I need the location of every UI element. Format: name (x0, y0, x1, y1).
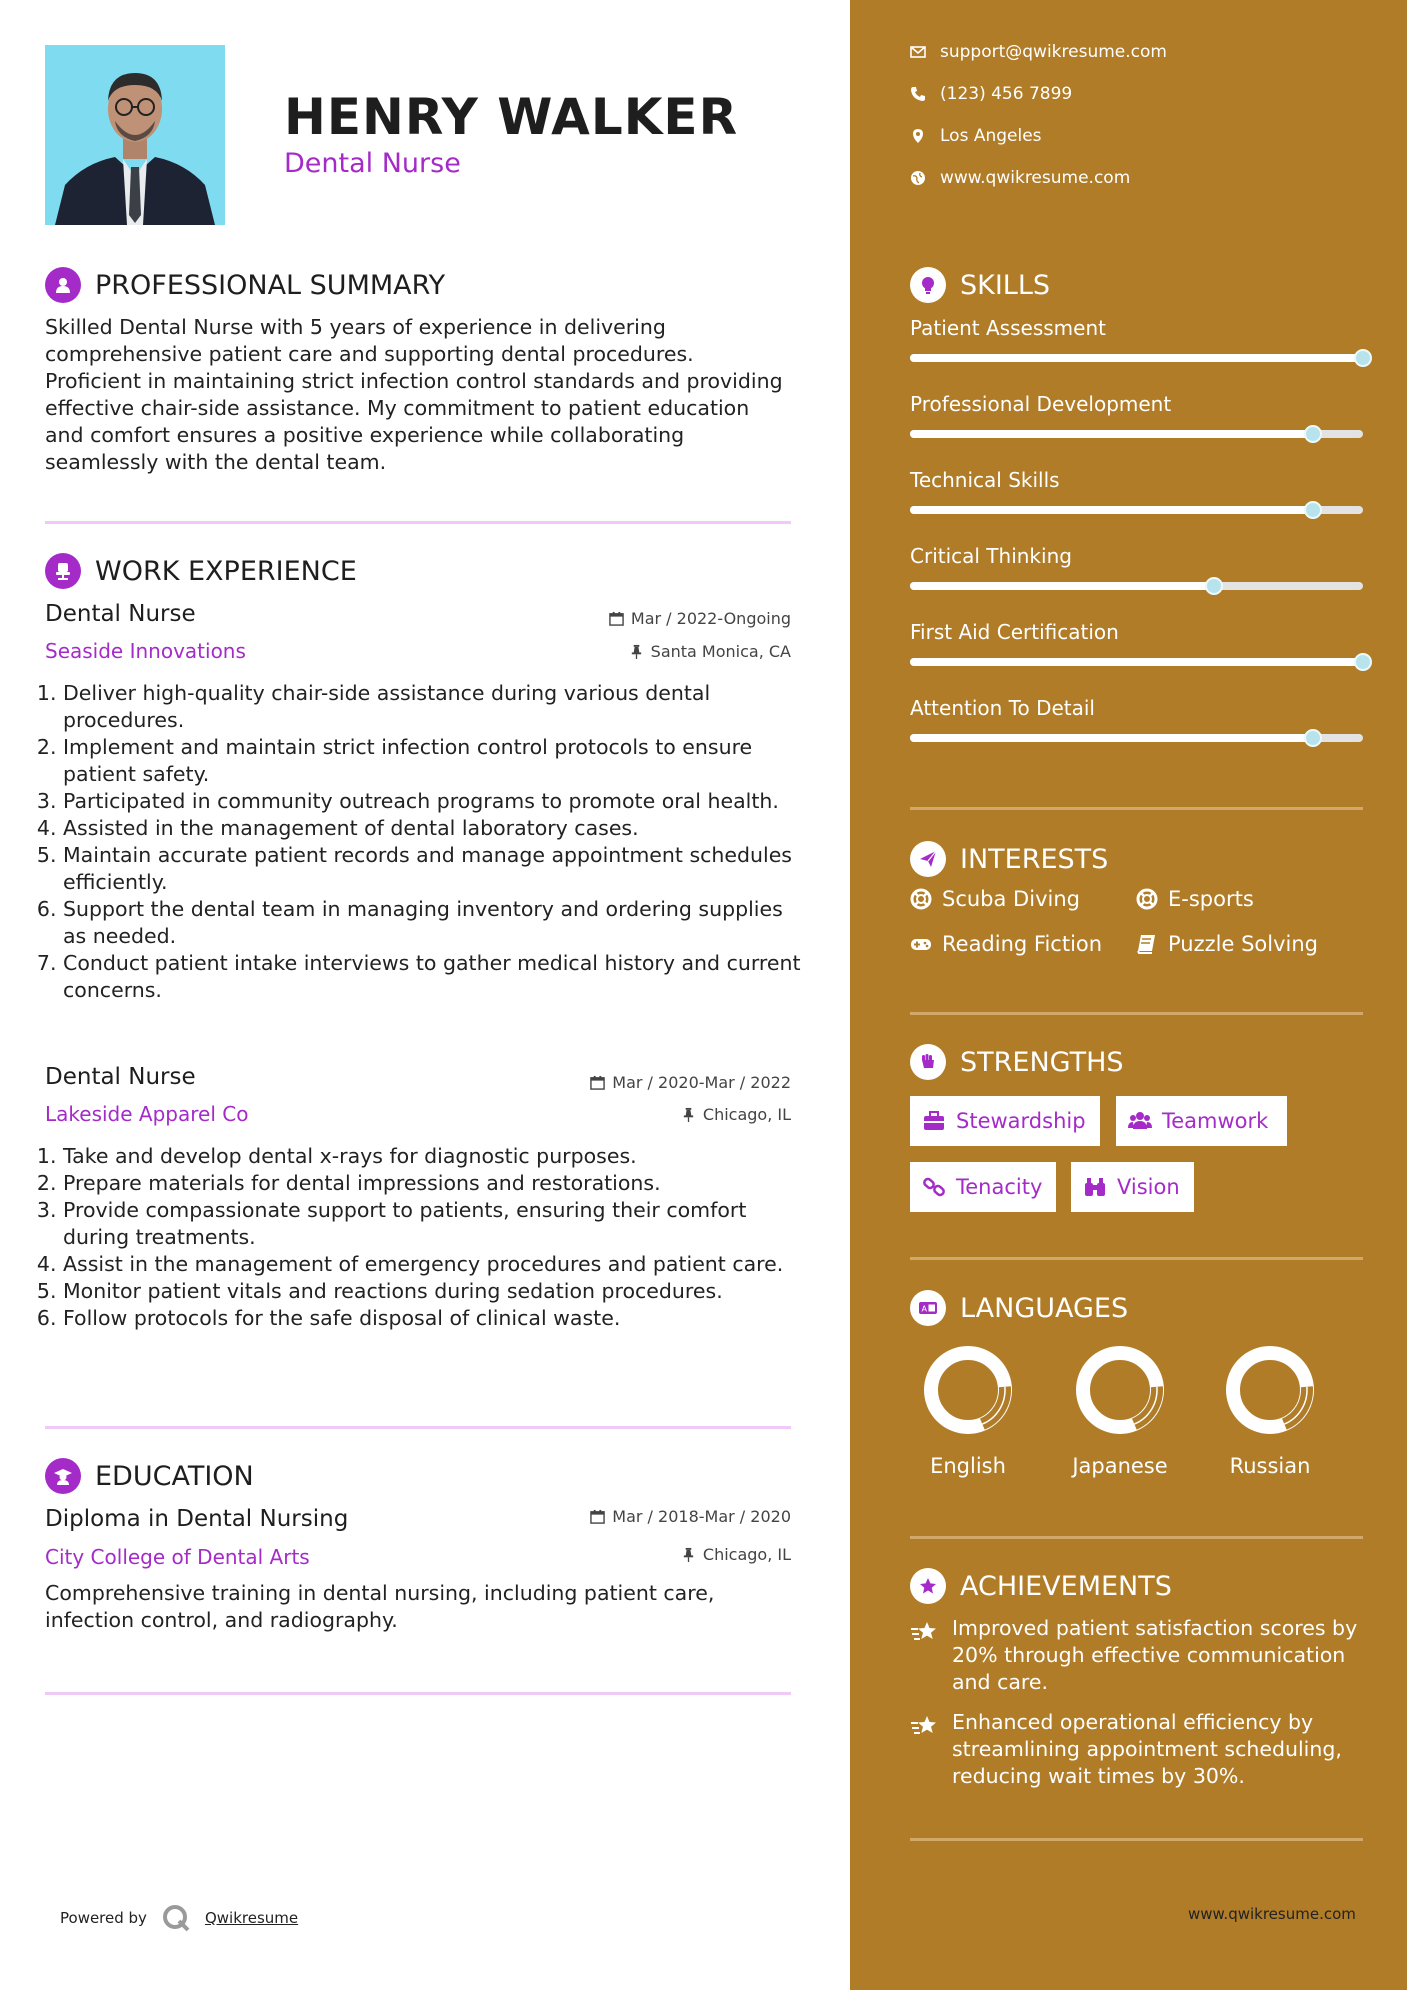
interest-label: E-sports (1168, 887, 1254, 911)
degree-title: Diploma in Dental Nursing (45, 1506, 349, 1532)
calendar-icon (590, 1509, 605, 1524)
language-item (1055, 1342, 1185, 1478)
skill-item (910, 316, 1363, 362)
skill-knob (1205, 577, 1223, 595)
duty-item: 1. Deliver high-quality chair-side assistance during various dental procedures. (63, 680, 803, 734)
interest-label: Reading Fiction (942, 932, 1103, 956)
achievement-item (910, 1615, 1370, 1696)
duty-item: 7. Conduct patient intake interviews to gather medical history and current concerns. (63, 950, 803, 1004)
pin-icon (681, 1547, 696, 1562)
section-title-text: WORK EXPERIENCE (95, 555, 357, 587)
divider (910, 807, 1363, 810)
education-description: Comprehensive training in dental nursing, including patient care, infection control, and radiography. (45, 1581, 715, 1632)
job-duties (38, 1143, 803, 1332)
interest-item (910, 887, 1080, 911)
candidate-name: HENRY WALKER (284, 88, 739, 146)
shooting-star-icon (910, 1617, 940, 1647)
contact-website[interactable] (910, 168, 1130, 188)
globe-icon (910, 170, 926, 186)
paper-plane-icon (910, 841, 946, 877)
phone-text: (123) 456 7899 (940, 84, 1073, 104)
skill-item (910, 468, 1363, 514)
section-languages-title (910, 1290, 1128, 1326)
powered-by (60, 1903, 298, 1933)
skill-fill (910, 506, 1313, 514)
education-dates (590, 1507, 791, 1526)
divider (910, 1838, 1363, 1841)
strength-chip (910, 1162, 1056, 1212)
strength-chip (1116, 1096, 1287, 1146)
briefcase-icon (922, 1109, 946, 1133)
star-badge-icon (910, 1568, 946, 1604)
education-location-text: Chicago, IL (702, 1545, 791, 1564)
contact-email[interactable] (910, 42, 1167, 62)
section-skills-title (910, 267, 1050, 303)
website-text: www.qwikresume.com (940, 168, 1131, 188)
section-strengths-title (910, 1044, 1124, 1080)
strength-label: Teamwork (1162, 1109, 1269, 1133)
skill-track (910, 582, 1363, 590)
achievement-item (910, 1709, 1370, 1790)
lifebuoy-icon (910, 888, 932, 910)
skill-label: Critical Thinking (910, 544, 1072, 568)
translate-icon (910, 1290, 946, 1326)
fist-icon (910, 1044, 946, 1080)
section-summary-title (45, 267, 445, 303)
shooting-star-icon (910, 1711, 940, 1741)
candidate-role: Dental Nurse (284, 148, 461, 179)
achievement-text: Enhanced operational efficiency by streamlining appointment scheduling, reducing wait times by 30%. (952, 1710, 1342, 1788)
section-experience-title (45, 553, 357, 589)
section-interests-title (910, 841, 1108, 877)
chair-icon (45, 553, 81, 589)
skill-label: Attention To Detail (910, 696, 1095, 720)
section-title-text: INTERESTS (960, 843, 1109, 875)
skill-knob (1354, 349, 1372, 367)
language-item (903, 1342, 1033, 1478)
skill-fill (910, 354, 1363, 362)
language-item (1205, 1342, 1335, 1478)
divider (910, 1257, 1363, 1260)
skill-track (910, 506, 1363, 514)
duty-item: 1. Take and develop dental x-rays for diagnostic purposes. (63, 1143, 803, 1170)
job-dates (609, 609, 791, 628)
job-dates-text: Mar / 2022-Ongoing (630, 609, 791, 628)
strength-chip (910, 1096, 1100, 1146)
duty-item: 6. Support the dental team in managing inventory and ordering supplies as needed. (63, 896, 803, 950)
education-dates-text: Mar / 2018-Mar / 2020 (612, 1507, 791, 1526)
duty-item: 2. Implement and maintain strict infection control protocols to ensure patient safety. (63, 734, 803, 788)
contact-location (910, 126, 1042, 146)
skill-fill (910, 658, 1363, 666)
divider (45, 521, 791, 524)
contact-phone[interactable] (910, 84, 1072, 104)
duty-item: 6. Follow protocols for the safe disposal of clinical waste. (63, 1305, 803, 1332)
section-title-text: LANGUAGES (960, 1292, 1129, 1324)
section-education-title (45, 1458, 254, 1494)
job-company: Seaside Innovations (45, 639, 246, 663)
education-location (681, 1545, 791, 1564)
duty-item: 4. Assisted in the management of dental laboratory cases. (63, 815, 803, 842)
interest-label: Puzzle Solving (1168, 932, 1318, 956)
language-label: English (930, 1454, 1006, 1478)
duty-item: 3. Provide compassionate support to patients, ensuring their comfort during treatments. (63, 1197, 803, 1251)
skill-knob (1354, 653, 1372, 671)
divider (45, 1426, 791, 1429)
job-location (629, 642, 791, 661)
skill-label: Professional Development (910, 392, 1172, 416)
qwikresume-logo-icon (161, 1903, 191, 1933)
strength-chip (1071, 1162, 1194, 1212)
job-dates (590, 1073, 791, 1092)
section-title-text: ACHIEVEMENTS (960, 1570, 1172, 1602)
duty-item: 3. Participated in community outreach programs to promote oral health. (63, 788, 803, 815)
skill-fill (910, 430, 1313, 438)
duty-item: 5. Monitor patient vitals and reactions during sedation procedures. (63, 1278, 803, 1305)
map-marker-icon (910, 128, 926, 144)
skill-track (910, 658, 1363, 666)
interest-label: Scuba Diving (942, 887, 1080, 911)
job-location-text: Santa Monica, CA (650, 642, 791, 661)
strength-label: Vision (1117, 1175, 1180, 1199)
powered-by-label: Powered by (60, 1909, 147, 1927)
divider (910, 1536, 1363, 1539)
location-text: Los Angeles (940, 126, 1042, 146)
skill-label: Technical Skills (910, 468, 1060, 492)
job-duties (38, 680, 803, 1004)
language-ring (1222, 1342, 1318, 1438)
language-ring (1072, 1342, 1168, 1438)
envelope-icon (910, 44, 926, 60)
email-text: support@qwikresume.com (940, 42, 1167, 62)
pin-icon (681, 1107, 696, 1122)
skill-label: First Aid Certification (910, 620, 1119, 644)
pin-icon (629, 644, 644, 659)
job-dates-text: Mar / 2020-Mar / 2022 (612, 1073, 791, 1092)
interest-item (1136, 887, 1254, 911)
achievement-text: Improved patient satisfaction scores by 20% through effective communication and care. (952, 1616, 1358, 1694)
section-title-text: STRENGTHS (960, 1046, 1124, 1078)
skill-item (910, 696, 1363, 742)
svg-text:A: A (921, 1304, 927, 1314)
users-icon (1128, 1109, 1152, 1133)
school-name: City College of Dental Arts (45, 1545, 310, 1569)
language-label: Russian (1229, 1454, 1311, 1478)
skill-fill (910, 582, 1214, 590)
interest-item (1136, 932, 1318, 956)
skill-track (910, 354, 1363, 362)
skill-label: Patient Assessment (910, 316, 1106, 340)
divider (45, 1692, 791, 1695)
divider (910, 1012, 1363, 1015)
gamepad-icon (910, 933, 932, 955)
skill-item (910, 620, 1363, 666)
skill-track (910, 430, 1363, 438)
lifebuoy-icon (1136, 888, 1158, 910)
skill-item (910, 544, 1363, 590)
profile-photo (45, 45, 225, 225)
skill-item (910, 392, 1363, 438)
strength-label: Tenacity (956, 1175, 1043, 1199)
duty-item: 5. Maintain accurate patient records and manage appointment schedules efficiently. (63, 842, 803, 896)
brand-link[interactable]: Qwikresume (204, 1909, 299, 1927)
calendar-icon (590, 1075, 605, 1090)
lightbulb-icon (910, 267, 946, 303)
language-ring (920, 1342, 1016, 1438)
skill-track (910, 734, 1363, 742)
job-location (681, 1105, 791, 1124)
job-title: Dental Nurse (45, 1064, 196, 1090)
interest-item (910, 932, 1102, 956)
strength-label: Stewardship (956, 1109, 1086, 1133)
graduate-icon (45, 1458, 81, 1494)
duty-item: 4. Assist in the management of emergency procedures and patient care. (63, 1251, 803, 1278)
job-company: Lakeside Apparel Co (45, 1102, 249, 1126)
link-icon (922, 1175, 946, 1199)
job-title: Dental Nurse (45, 601, 196, 627)
section-title-text: PROFESSIONAL SUMMARY (95, 269, 446, 301)
section-title-text: SKILLS (960, 269, 1051, 301)
section-achievements-title (910, 1568, 1172, 1604)
calendar-icon (609, 611, 624, 626)
duty-item: 2. Prepare materials for dental impressions and restorations. (63, 1170, 803, 1197)
user-icon (45, 267, 81, 303)
skill-fill (910, 734, 1313, 742)
phone-icon (910, 86, 926, 102)
footer-website[interactable]: www.qwikresume.com (1188, 1905, 1356, 1923)
binoculars-icon (1083, 1175, 1107, 1199)
book-icon (1136, 933, 1158, 955)
language-label: Japanese (1072, 1454, 1168, 1478)
job-location-text: Chicago, IL (702, 1105, 791, 1124)
section-title-text: EDUCATION (95, 1460, 254, 1492)
summary-text: Skilled Dental Nurse with 5 years of experience in delivering comprehensive patient care and supporting dental procedures. Proficient in maintaining strict infection control standards and providing effective chair-side assistance. My commitment to patient education and comfort ensures a positive experience while collaborating seamlessly with the dental team. (45, 315, 783, 474)
